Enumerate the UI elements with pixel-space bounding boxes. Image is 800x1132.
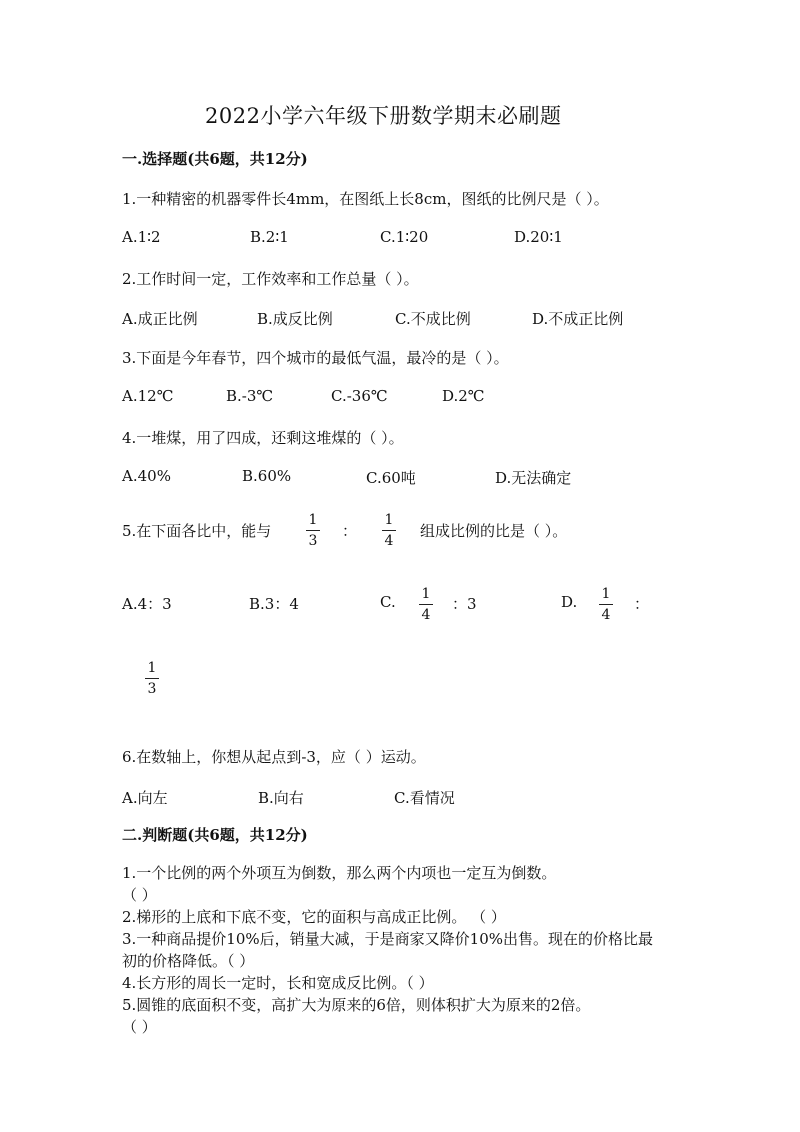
q2-option-b: B.成反比例: [257, 310, 333, 328]
q5-option-a: A.4：3: [122, 595, 172, 613]
q1-option-c: C.1∶20: [380, 228, 429, 246]
q2-option-d: D.不成正比例: [532, 310, 624, 328]
fraction-denominator: 4: [421, 607, 431, 623]
section-heading-choice: 一.选择题(共6题，共12分): [122, 150, 308, 168]
question-5-suffix: 组成比例的比是（ ）。: [420, 522, 568, 540]
question-6: 6.在数轴上，你想从起点到-3，应（ ）运动。: [122, 748, 426, 766]
judgement-3-line-2: 初的价格降低。（ ）: [122, 952, 255, 970]
fraction-bar: [599, 604, 613, 605]
q2-option-c: C.不成比例: [395, 310, 471, 328]
section-heading-judgement: 二.判断题(共6题，共12分): [122, 826, 308, 844]
fraction-bar: [382, 530, 396, 531]
q6-option-b: B.向右: [258, 789, 304, 807]
fraction-numerator: 1: [601, 586, 611, 602]
fraction-numerator: 1: [384, 512, 394, 528]
fraction-bar: [419, 604, 433, 605]
judgement-3-line-1: 3.一种商品提价10%后，销量大减，于是商家又降价10%出售。现在的价格比最: [122, 930, 653, 948]
judgement-2: 2.梯形的上底和下底不变，它的面积与高成正比例。 （ ）: [122, 908, 506, 926]
q3-option-b: B.-3℃: [226, 387, 274, 405]
question-2: 2.工作时间一定，工作效率和工作总量（ ）。: [122, 270, 419, 288]
fraction-bar: [145, 678, 159, 679]
judgement-1-line-1: 1.一个比例的两个外项互为倒数，那么两个内项也一定互为倒数。: [122, 864, 557, 882]
fraction-numerator: 1: [421, 586, 431, 602]
q6-option-c: C.看情况: [394, 789, 455, 807]
q5-option-b: B.3：4: [249, 595, 299, 613]
q5-option-d-prefix: D.: [561, 593, 578, 611]
q4-option-d: D.无法确定: [495, 469, 572, 487]
question-3: 3.下面是今年春节，四个城市的最低气温，最冷的是（ ）。: [122, 349, 509, 367]
fraction-denominator: 3: [308, 533, 318, 549]
q3-option-a: A.12℃: [122, 387, 174, 405]
q5-option-c-fraction: [417, 586, 435, 623]
judgement-5-line-2: （ ）: [122, 1018, 157, 1036]
q5-colon: ：: [342, 522, 358, 540]
q2-option-a: A.成正比例: [122, 310, 198, 328]
question-5-prefix: 5.在下面各比中，能与: [122, 522, 272, 540]
q3-option-c: C.-36℃: [331, 387, 388, 405]
judgement-5-line-1: 5.圆锥的底面积不变，高扩大为原来的6倍，则体积扩大为原来的2倍。: [122, 996, 591, 1014]
q1-option-d: D.20∶1: [514, 228, 563, 246]
fraction-denominator: 4: [384, 533, 394, 549]
q4-option-c: C.60吨: [366, 469, 416, 487]
q4-option-b: B.60%: [242, 467, 292, 485]
fraction-numerator: 1: [308, 512, 318, 528]
judgement-4: 4.长方形的周长一定时，长和宽成反比例。（ ）: [122, 974, 434, 992]
q4-option-a: A.40%: [122, 467, 171, 485]
q5-option-d-fraction-2: [143, 660, 161, 697]
q5-option-c-suffix: ：3: [452, 595, 477, 613]
q3-option-d: D.2℃: [442, 387, 485, 405]
question-4: 4.一堆煤，用了四成，还剩这堆煤的（ ）。: [122, 429, 404, 447]
q5-option-d-colon: ：: [634, 595, 650, 613]
q5-option-c-prefix: C.: [380, 593, 396, 611]
fraction-numerator: 1: [147, 660, 157, 676]
page-title: 2022小学六年级下册数学期末必刷题: [205, 104, 562, 128]
q1-option-b: B.2∶1: [250, 228, 289, 246]
question-1: 1.一种精密的机器零件长4mm，在图纸上长8cm，图纸的比例尺是（ ）。: [122, 190, 609, 208]
q5-option-d-fraction: [597, 586, 615, 623]
q5-fraction-one-fourth: [380, 512, 398, 549]
fraction-denominator: 3: [147, 681, 157, 697]
q1-option-a: A.1∶2: [122, 228, 161, 246]
fraction-denominator: 4: [601, 607, 611, 623]
judgement-1-line-2: （ ）: [122, 886, 157, 904]
q6-option-a: A.向左: [122, 789, 168, 807]
fraction-bar: [306, 530, 320, 531]
q5-fraction-one-third: [304, 512, 322, 549]
